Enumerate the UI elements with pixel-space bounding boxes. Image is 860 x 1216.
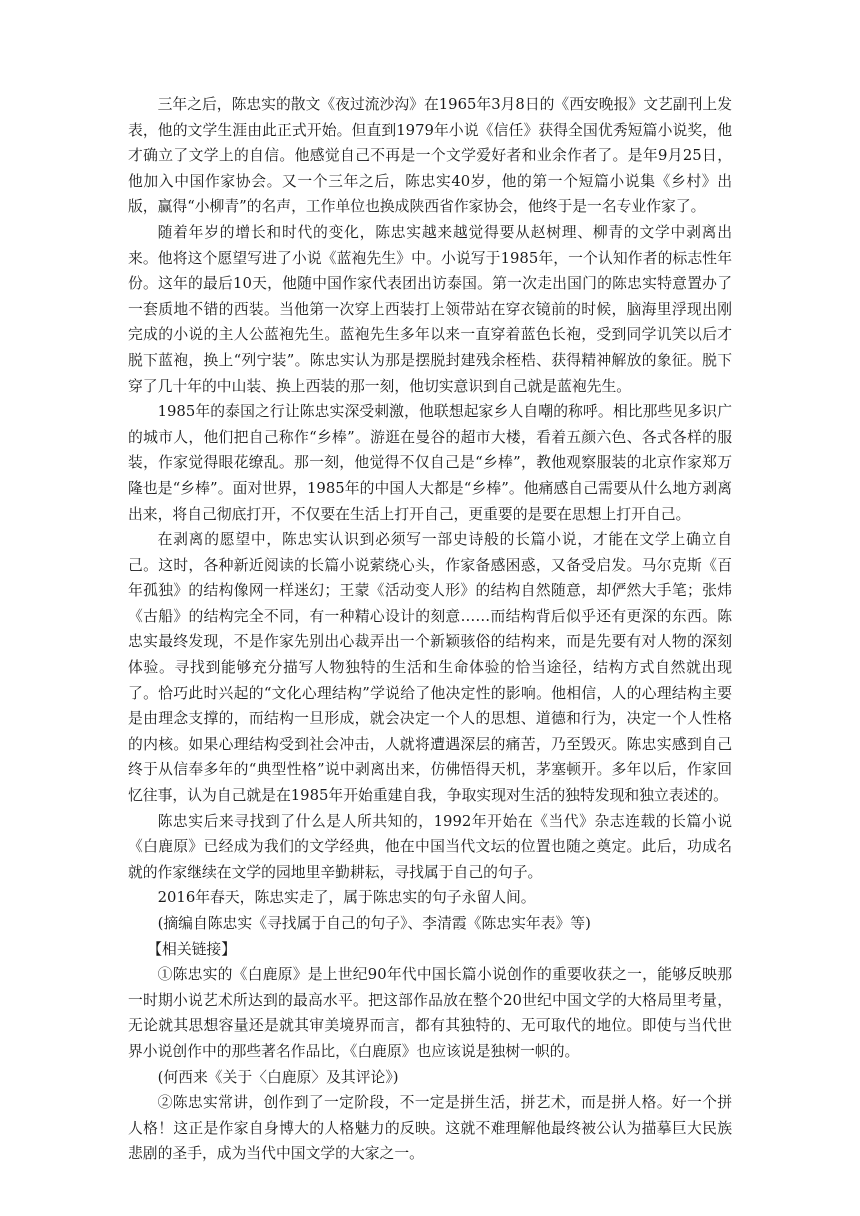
paragraph-4: 在剥离的愿望中，陈忠实认识到必须写一部史诗般的长篇小说，才能在文学上确立自己。这时，各种新近阅读的长篇小说萦绕心头，作家备感困惑，又备受启发。马尔克斯《百年孤独》的结构像网一样迷幻；王蒙《活动变人形》的结构自然随意，却俨然大手笔；张炜《古船》的结构完全不同，有一种精心设计的刻意……而结构背后似乎还有更深的东西。陈忠实最终发现，不是作家先别出心裁弄出一个新颖骇俗的结构来，而是先要有对人物的深刻体验。寻找到能够充分描写人物独特的生活和生命体验的恰当途径，结构方式自然就出现了。恰巧此时兴起的“文化心理结构”学说给了他决定性的影响。他相信，人的心理结构主要是由理念支撑的，而结构一旦形成，就会决定一个人的思想、道德和行为，决定一个人性格的内核。如果心理结构受到社会冲击，人就将遭遇深层的痛苦，乃至毁灭。陈忠实感到自己终于从信奉多年的“典型性格”说中剥离出来，仿佛悟得天机，茅塞顿开。多年以后，作家回忆往事，认为自己就是在1985年开始重建自我，争取实现对生活的独特发现和独立表述的。 xyxy=(128,531,732,805)
paragraph-5: 陈忠实后来寻找到了什么是人所共知的，1992年开始在《当代》杂志连载的长篇小说《白鹿原》已经成为我们的文学经典，他在中国当代文坛的位置也随之奠定。此后，功成名就的作家继续在文学的园地里辛勤耕耘，寻找属于自己的句子。 xyxy=(128,812,732,881)
related-link-1: ①陈忠实的《白鹿原》是上世纪90年代中国长篇小说创作的重要收获之一，能够反映那一时期小说艺术所达到的最高水平。把这部作品放在整个20世纪中国文学的大格局里考量，无论就其思想容量还是就其审美境界而言，都有其独特的、无可取代的地位。即使与当代世界小说创作中的那些著名作品比，《白鹿原》也应该说是独树一帜的。 xyxy=(128,966,732,1060)
paragraph-1: 三年之后，陈忠实的散文《夜过流沙沟》在1965年3月8日的《西安晚报》文艺副刊上发表，他的文学生涯由此正式开始。但直到1979年小说《信任》获得全国优秀短篇小说奖，他才确立了文学上的自信。他感觉自己不再是一个文学爱好者和业余作者了。是年9月25日，他加入中国作家协会。又一个三年之后，陈忠实40岁，他的第一个短篇小说集《乡村》出版，赢得“小柳青”的名声，工作单位也换成陕西省作家协会，他终于是一名专业作家了。 xyxy=(128,96,732,216)
related-link-2: ②陈忠实常讲，创作到了一定阶段，不一定是拼生活，拼艺术，而是拼人格。好一个拼人格！这正是作家自身博大的人格魅力的反映。这就不难理解他最终被公认为描摹巨大民族悲剧的圣手，成为当代中国文学的大家之一。 xyxy=(128,1094,732,1163)
paragraph-6: 2016年春天，陈忠实走了，属于陈忠实的句子永留人间。 xyxy=(157,889,536,907)
paragraph-2: 随着年岁的增长和时代的变化，陈忠实越来越觉得要从赵树理、柳青的文学中剥离出来。他将这个愿望写进了小说《蓝袍先生》中。小说写于1985年，一个认知作者的标志性年份。这年的最后10天，他随中国作家代表团出访泰国。第一次走出国门的陈忠实特意置办了一套质地不错的西装。当他第一次穿上西装打上领带站在穿衣镜前的时候，脑海里浮现出刚完成的小说的主人公蓝袍先生。蓝袍先生多年以来一直穿着蓝色长袍，受到同学讥笑以后才脱下蓝袍，换上“列宁装”。陈忠实认为那是摆脱封建残余桎梏、获得精神解放的象征。脱下穿了几十年的中山装、换上西装的那一刻，他切实意识到自己就是蓝袍先生。 xyxy=(128,223,732,395)
source-citation: (摘编自陈忠实《寻找属于自己的句子》、李清霞《陈忠实年表》等) xyxy=(157,915,591,932)
document-page xyxy=(128,92,732,1167)
paragraph-3: 1985年的泰国之行让陈忠实深受刺激，他联想起家乡人自嘲的称呼。相比那些见多识广的城市人，他们把自己称作“乡棒”。游逛在曼谷的超市大楼，看着五颜六色、各式各样的服装，作家觉得眼花缭乱。那一刻，他觉得不仅自己是“乡棒”，教他观察服装的北京作家郑万隆也是“乡棒”。面对世界，1985年的中国人大都是“乡棒”。他痛感自己需要从什么地方剥离出来，将自己彻底打开，不仅要在生活上打开自己，更重要的是要在思想上打开自己。 xyxy=(128,403,732,523)
related-link-1-source: (何西来《关于〈白鹿原〉及其评论》) xyxy=(157,1068,399,1086)
related-links-heading: 【相关链接】 xyxy=(147,940,237,958)
